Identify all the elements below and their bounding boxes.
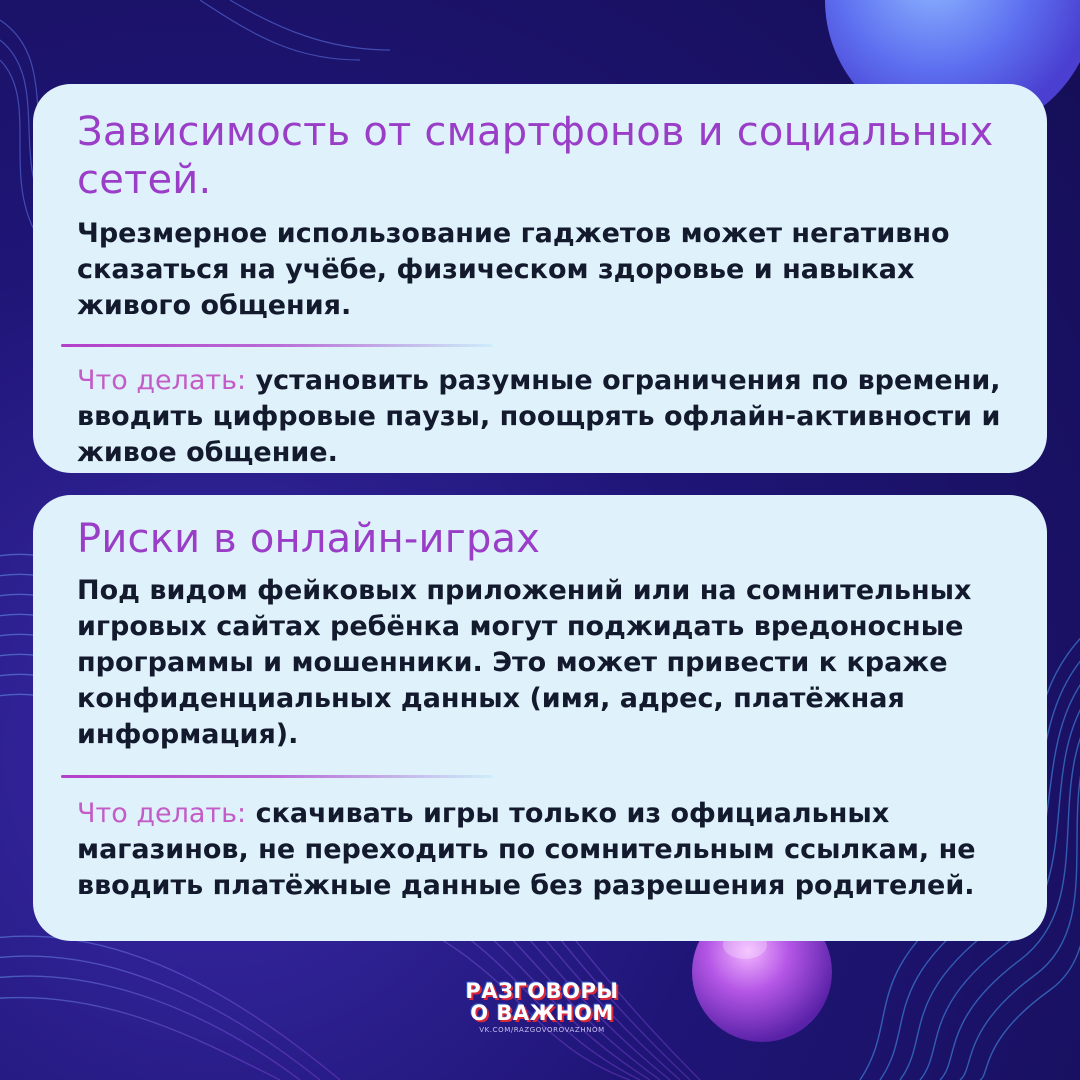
action-label: Что делать: [77,798,247,829]
card-title: Зависимость от смартфонов и социальных сетей. [77,109,994,203]
action-text: скачивать игры только из официальных магазинов, не переходить по сомнительным ссылкам, не вводить платёжные данные без разрешения родителей. [77,798,976,901]
logo-line-1: РАЗГОВОРЫ [465,979,619,1003]
card-description: Под видом фейковых приложений или на сомнительных игровых сайтах ребёнка могут поджидать вредоносные программы и мошенники. Это может привести к краже конфиденциальных данных (имя, адрес, платёжная информация). [77,575,972,750]
logo-url: VK.COM/RAZGOVOROVAZHNOM [479,1026,605,1034]
card-action [77,796,1007,904]
card-online-games-risks [33,495,1047,941]
card-action [77,363,1007,471]
razgovory-logo [462,980,622,1034]
action-text: установить разумные ограничения по времени, вводить цифровые паузы, поощрять офлайн-активности и живое общение. [77,365,1001,468]
card-divider [61,344,493,347]
card-divider [61,775,493,778]
card-description: Чрезмерное использование гаджетов может негативно сказаться на учёбе, физическом здоровье и навыках живого общения. [77,218,950,321]
card-title: Риски в онлайн-играх [77,516,541,562]
logo-line-2: О ВАЖНОМ [470,1001,614,1025]
action-label: Что делать: [77,365,247,396]
card-smartphone-addiction [33,84,1047,473]
